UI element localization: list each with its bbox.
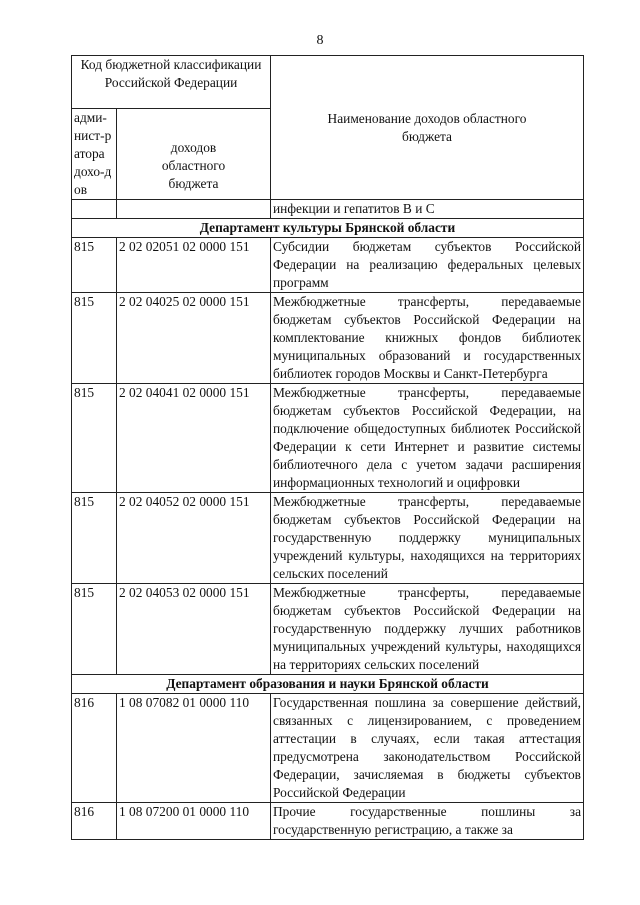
kbk-code: 2 02 04052 02 0000 151 — [117, 493, 271, 584]
admin-code: 815 — [72, 238, 117, 293]
admin-code: 815 — [72, 584, 117, 675]
continuation-admin-cell — [72, 200, 117, 219]
continuation-code-cell — [117, 200, 271, 219]
table-row — [72, 293, 584, 384]
income-column-header: доходов областного бюджета — [117, 109, 271, 200]
admin-code: 816 — [72, 803, 117, 840]
table-row — [72, 493, 584, 584]
name-column-header: Наименование доходов областного бюджета — [271, 56, 584, 200]
admin-code: 816 — [72, 694, 117, 803]
admin-code: 815 — [72, 293, 117, 384]
income-name: Межбюджетные трансферты, передаваемые бюджетам субъектов Российской Федерации, на подключение общедоступных библиотек Российской Федерации к сети Интернет и развитие системы библиотечного дела с учетом задачи расширения информационных технологий и оцифровки — [271, 384, 584, 493]
admin-code: 815 — [72, 384, 117, 493]
table-row — [72, 803, 584, 840]
continuation-text: инфекции и гепатитов В и С — [271, 200, 584, 219]
kbk-code: 1 08 07200 01 0000 110 — [117, 803, 271, 840]
income-name: Субсидии бюджетам субъектов Российской Федерации на реализацию федеральных целевых программ — [271, 238, 584, 293]
section-header-education — [72, 675, 584, 694]
kbk-code: 2 02 04041 02 0000 151 — [117, 384, 271, 493]
section-header-culture — [72, 219, 584, 238]
table-row — [72, 384, 584, 493]
section-title: Департамент культуры Брянской области — [72, 219, 584, 238]
table-row — [72, 694, 584, 803]
kbk-code: 1 08 07082 01 0000 110 — [117, 694, 271, 803]
continuation-row — [72, 200, 584, 219]
income-name: Межбюджетные трансферты, передаваемые бюджетам субъектов Российской Федерации на государственную поддержку муниципальных учреждений культуры, находящихся на территориях сельских поселений — [271, 493, 584, 584]
page-number: 8 — [316, 33, 324, 48]
kbk-code: 2 02 04025 02 0000 151 — [117, 293, 271, 384]
income-name: Межбюджетные трансферты, передаваемые бюджетам субъектов Российской Федерации на государственную поддержку лучших работников муниципальных учреждений культуры, находящихся на территориях сельских поселений — [271, 584, 584, 675]
table-row — [72, 238, 584, 293]
kbk-code: 2 02 02051 02 0000 151 — [117, 238, 271, 293]
income-code-table — [71, 55, 584, 840]
header-row-top — [72, 56, 584, 109]
income-name: Государственная пошлина за совершение действий, связанных с лицензированием, с проведением аттестации в случаях, если такая аттестация предусмотрена законодательством Российской Федерации, зачисляемая в бюджеты субъектов Российской Федерации — [271, 694, 584, 803]
income-name: Прочие государственные пошлины за государственную регистрацию, а также за — [271, 803, 584, 840]
section-title: Департамент образования и науки Брянской области — [72, 675, 584, 694]
kbk-code: 2 02 04053 02 0000 151 — [117, 584, 271, 675]
income-name: Межбюджетные трансферты, передаваемые бюджетам субъектов Российской Федерации на комплектование книжных фондов библиотек муниципальных образований и государственных библиотек городов Москвы и Санкт-Петербурга — [271, 293, 584, 384]
kbk-group-header: Код бюджетной классификации Российской Федерации — [72, 56, 271, 109]
table-row — [72, 584, 584, 675]
administrator-column-header: адми-нист-ратора дохо-дов — [72, 109, 117, 200]
admin-code: 815 — [72, 493, 117, 584]
